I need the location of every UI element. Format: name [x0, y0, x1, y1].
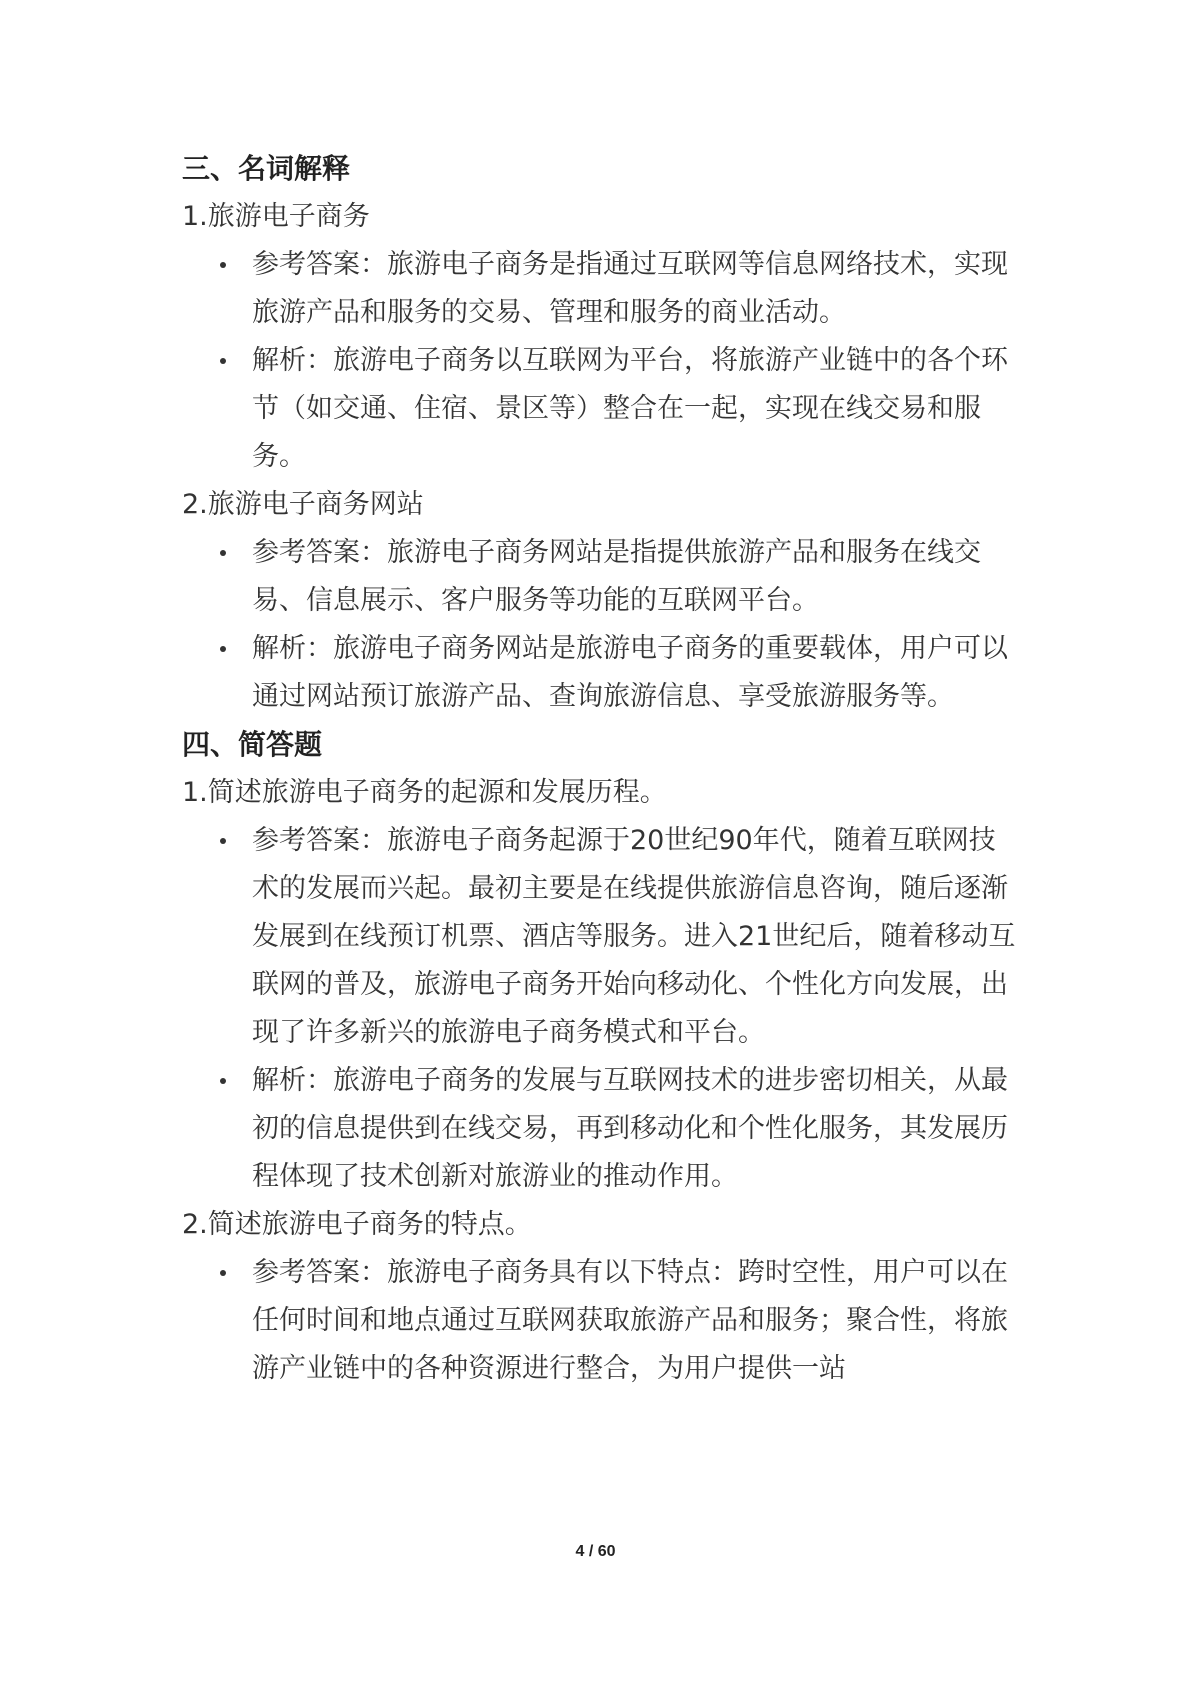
- answer-list: [182, 241, 1022, 481]
- list-item: [182, 337, 1022, 481]
- question-title: 1.旅游电子商务: [182, 201, 370, 232]
- bullet-icon: [220, 838, 226, 844]
- bullet-icon: [220, 646, 226, 652]
- answer-list: [182, 1249, 1022, 1393]
- answer-text: 参考答案：旅游电子商务具有以下特点：跨时空性，用户可以在任何时间和地点通过互联网获取旅游产品和服务；聚合性，将旅游产业链中的各种资源进行整合，为用户提供一站: [252, 1257, 1008, 1384]
- list-item: [182, 817, 1022, 1057]
- section-heading: 三、名词解释: [182, 152, 351, 185]
- answer-text: 参考答案：旅游电子商务网站是指提供旅游产品和服务在线交易、信息展示、客户服务等功能的互联网平台。: [252, 537, 981, 616]
- analysis-text: 解析：旅游电子商务以互联网为平台，将旅游产业链中的各个环节（如交通、住宿、景区等）整合在一起，实现在线交易和服务。: [252, 345, 1008, 472]
- answer-text: 参考答案：旅游电子商务是指通过互联网等信息网络技术，实现旅游产品和服务的交易、管理和服务的商业活动。: [252, 249, 1008, 328]
- list-item: [182, 1249, 1022, 1393]
- analysis-text: 解析：旅游电子商务的发展与互联网技术的进步密切相关，从最初的信息提供到在线交易，再到移动化和个性化服务，其发展历程体现了技术创新对旅游业的推动作用。: [252, 1065, 1008, 1192]
- question-block: [182, 769, 1022, 1201]
- question-block: [182, 1201, 1022, 1393]
- section-heading: 四、简答题: [182, 728, 323, 761]
- question-title: 1.简述旅游电子商务的起源和发展历程。: [182, 777, 667, 808]
- list-item: [182, 241, 1022, 337]
- list-item: [182, 1057, 1022, 1201]
- bullet-icon: [220, 262, 226, 268]
- bullet-icon: [220, 550, 226, 556]
- question-block: [182, 481, 1022, 721]
- bullet-icon: [220, 1078, 226, 1084]
- question-title: 2.旅游电子商务网站: [182, 489, 424, 520]
- page-content: [182, 145, 1022, 1393]
- list-item: [182, 625, 1022, 721]
- bullet-icon: [220, 358, 226, 364]
- analysis-text: 解析：旅游电子商务网站是旅游电子商务的重要载体，用户可以通过网站预订旅游产品、查询旅游信息、享受旅游服务等。: [252, 633, 1008, 712]
- answer-text: 参考答案：旅游电子商务起源于20世纪90年代，随着互联网技术的发展而兴起。最初主要是在线提供旅游信息咨询，随后逐渐发展到在线预订机票、酒店等服务。进入21世纪后，随着移动互联网的普及，旅游电子商务开始向移动化、个性化方向发展，出现了许多新兴的旅游电子商务模式和平台。: [252, 825, 1016, 1048]
- answer-list: [182, 529, 1022, 721]
- question-block: [182, 193, 1022, 481]
- section-noun-explanation: [182, 145, 1022, 721]
- list-item: [182, 529, 1022, 625]
- page-number: 4 / 60: [575, 1543, 616, 1560]
- bullet-icon: [220, 1270, 226, 1276]
- section-short-answer: [182, 721, 1022, 1393]
- answer-list: [182, 817, 1022, 1201]
- question-title: 2.简述旅游电子商务的特点。: [182, 1209, 532, 1240]
